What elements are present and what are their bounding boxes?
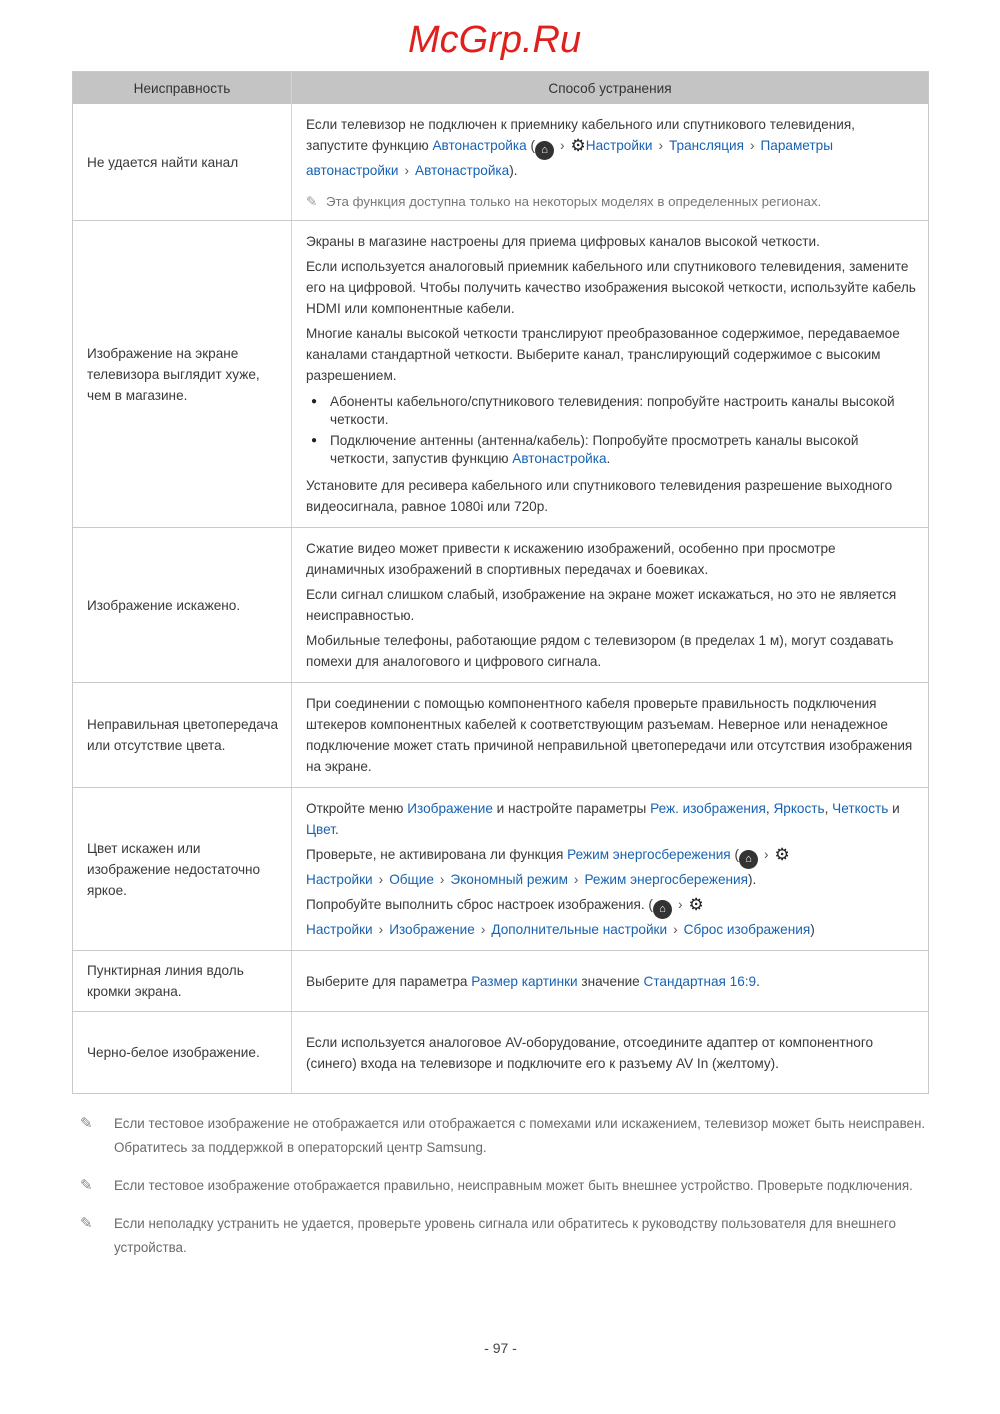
paragraph — [306, 894, 916, 940]
pencil-icon: ✎ — [80, 1115, 93, 1132]
menu-path-link: Изображение — [407, 801, 493, 816]
text: ) — [810, 922, 815, 937]
text: Если сигнал слишком слабый, изображение на экране может искажаться, но это не является неисправностью. — [306, 587, 897, 623]
footnote-text: Если тестовое изображение отображается правильно, неисправным может быть внешнее устройство. Проверьте подключения. — [114, 1178, 913, 1193]
text: . — [334, 822, 339, 837]
paragraph — [306, 693, 916, 777]
problem-cell: Изображение на экране телевизора выглядит хуже, чем в магазине. — [73, 221, 292, 527]
text: Абоненты кабельного/спутникового телевидения: попробуйте настроить каналы высокой четкости. — [330, 394, 895, 427]
menu-path-link: Яркость — [773, 801, 825, 816]
table-header — [73, 72, 928, 104]
chevron-right-icon: › — [378, 922, 384, 937]
table-row — [73, 104, 928, 220]
chevron-right-icon: › — [749, 138, 755, 153]
menu-path-link: Автонастройка — [415, 163, 510, 178]
problem-cell: Не удается найти канал — [73, 104, 292, 220]
bullet-item — [306, 432, 916, 468]
problem-cell: Изображение искажено. — [73, 528, 292, 682]
paragraph — [306, 114, 916, 181]
text: . — [606, 451, 611, 466]
paragraph — [306, 256, 916, 319]
table-row — [73, 950, 928, 1011]
menu-path-link: Цвет — [306, 822, 335, 837]
chevron-right-icon: › — [560, 138, 565, 153]
footnote-text: Если тестовое изображение не отображается или отображается с помехами или искажением, телевизор может быть неисправен. Обратитесь за поддержкой в операторский центр Samsung. — [114, 1116, 926, 1155]
paragraph — [306, 538, 916, 580]
menu-path-link: Изображение — [389, 922, 475, 937]
text: Мобильные телефоны, работающие рядом с телевизором (в пределах 1 м), могут создавать помехи для аналогового и цифрового сигнала. — [306, 633, 894, 669]
solution-cell — [292, 1012, 928, 1093]
chevron-right-icon: › — [763, 847, 769, 862]
note — [306, 191, 916, 212]
menu-path-link: Четкость — [832, 801, 889, 816]
chevron-right-icon: › — [677, 897, 683, 912]
chevron-right-icon: › — [658, 138, 663, 153]
text: При соединении с помощью компонентного кабеля проверьте правильность подключения штекеров компонентных кабелей к соответствующим разъемам. Неверное или ненадежное подключение может стать причиной неправильной цветопередачи или отсутствия изображения на экране. — [306, 696, 913, 774]
text: Если используется аналоговый приемник кабельного или спутникового телевидения, замените его на цифровой. Чтобы получить качество изображения высокой четкости, используйте кабель HDMI или компонентные кабели. — [306, 259, 916, 316]
problem-cell: Пунктирная линия вдоль кромки экрана. — [73, 951, 292, 1011]
table-row — [73, 787, 928, 950]
text: Установите для ресивера кабельного или спутникового телевидения разрешение выходного видеосигнала, равное 1080i или 720p. — [306, 478, 893, 514]
footnote — [80, 1212, 930, 1260]
text: . — [756, 973, 760, 989]
menu-path-link: Трансляция — [668, 138, 744, 153]
problem-cell: Неправильная цветопередача или отсутствие цвета. — [73, 683, 292, 787]
text: Выберите для параметра — [306, 973, 472, 989]
chevron-right-icon: › — [439, 872, 445, 887]
text: , — [765, 801, 774, 816]
pencil-icon: ✎ — [80, 1177, 93, 1194]
menu-path-link: Реж. изображения — [650, 801, 766, 816]
paragraph — [306, 971, 916, 992]
menu-path-link: Экономный режим — [450, 872, 568, 887]
menu-path-link: Стандартная 16:9 — [643, 973, 757, 989]
paragraph — [306, 231, 916, 252]
bullet-list — [306, 390, 916, 471]
paragraph — [306, 630, 916, 672]
header-solution: Способ устранения — [548, 80, 672, 96]
chevron-right-icon: › — [378, 872, 384, 887]
table-row — [73, 682, 928, 787]
solution-cell — [292, 683, 928, 787]
text: ). — [509, 163, 518, 178]
menu-path-link: Настройки — [306, 872, 373, 887]
text: Экраны в магазине настроены для приема цифровых каналов высокой четкости. — [306, 234, 820, 249]
menu-path-link: Настройки — [585, 138, 653, 153]
chevron-right-icon: › — [404, 163, 409, 178]
watermark: McGrp.Ru — [408, 19, 582, 61]
footnote-text: Если неполадку устранить не удается, проверьте уровень сигнала или обратитесь к руководству пользователя для внешнего устройства. — [114, 1216, 896, 1255]
text: Многие каналы высокой четкости транслируют преобразованное содержимое, передаваемое каналами стандартной четкости. Выберите канал, транслирующий содержимое с высоким разрешением. — [306, 326, 900, 383]
text: Откройте меню — [306, 801, 408, 816]
gear-icon: ⚙ — [774, 845, 790, 864]
problem-cell: Черно-белое изображение. — [73, 1012, 292, 1093]
table-row — [73, 527, 928, 682]
text: Если телевизор не подключен к приемнику кабельного или спутникового телевидения, запустите функцию — [306, 117, 855, 153]
footnotes — [72, 1112, 929, 1260]
paragraph — [306, 1032, 916, 1074]
solution-cell — [292, 104, 928, 220]
solution-cell — [292, 951, 928, 1011]
menu-path-link: Дополнительные настройки — [491, 922, 668, 937]
page-number: - 97 - — [484, 1340, 517, 1356]
chevron-right-icon: › — [480, 922, 486, 937]
paragraph — [306, 798, 916, 840]
footnote — [80, 1112, 930, 1160]
text: Попробуйте выполнить сброс настроек изображения. ( — [306, 897, 653, 912]
text: ( — [730, 847, 739, 862]
menu-path-link: Режим энергосбережения — [584, 872, 748, 887]
text: , — [824, 801, 833, 816]
menu-path-link: Параметры автонастройки — [306, 138, 833, 178]
troubleshooting-table — [72, 71, 929, 1094]
text: ( — [526, 138, 536, 153]
menu-path-link: Общие — [389, 872, 434, 887]
chevron-right-icon: › — [573, 872, 579, 887]
menu-path-link: Режим энергосбережения — [567, 847, 731, 862]
menu-path-link: Автонастройка — [432, 138, 527, 153]
gear-icon: ⚙ — [570, 136, 586, 155]
menu-path-link: Автонастройка — [512, 451, 607, 466]
table-row — [73, 1011, 928, 1093]
chevron-right-icon: › — [673, 922, 678, 937]
pencil-icon: ✎ — [80, 1215, 93, 1232]
menu-path-link: Настройки — [306, 922, 373, 937]
text: Проверьте, не активирована ли функция — [306, 847, 568, 862]
home-icon: ⌂ — [535, 141, 554, 160]
text: и — [888, 801, 900, 816]
text: значение — [577, 973, 644, 989]
text: ). — [748, 872, 757, 887]
page-content — [72, 71, 929, 1396]
gear-icon: ⚙ — [688, 895, 704, 914]
solution-cell — [292, 528, 928, 682]
home-icon: ⌂ — [739, 850, 758, 869]
text: Подключение антенны (антенна/кабель): Попробуйте просмотреть каналы высокой четкости, запустив функцию — [330, 433, 859, 466]
paragraph — [306, 475, 916, 517]
solution-cell — [292, 788, 928, 950]
text: Если используется аналоговое AV-оборудование, отсоедините адаптер от компонентного (синего) входа на телевизоре и подключите его к разъему AV In (желтому). — [306, 1034, 874, 1071]
pencil-icon: ✎ — [306, 194, 318, 209]
table-row — [73, 220, 928, 527]
menu-path-link: Размер картинки — [471, 973, 578, 989]
paragraph — [306, 584, 916, 626]
paragraph — [306, 323, 916, 386]
text: Сжатие видео может привести к искажению изображений, особенно при просмотре динамичных изображений в спортивных передачах и боевиках. — [306, 541, 836, 577]
bullet-item — [306, 393, 916, 429]
header-problem: Неисправность — [73, 72, 292, 104]
note-text: Эта функция доступна только на некоторых моделях в определенных регионах. — [326, 194, 822, 209]
problem-cell: Цвет искажен или изображение недостаточно яркое. — [73, 788, 292, 950]
solution-cell — [292, 221, 928, 527]
home-icon: ⌂ — [653, 900, 672, 919]
text: и настройте параметры — [492, 801, 651, 816]
table-body — [73, 104, 928, 1093]
footnote — [80, 1174, 930, 1198]
menu-path-link: Сброс изображения — [683, 922, 811, 937]
paragraph — [306, 844, 916, 890]
